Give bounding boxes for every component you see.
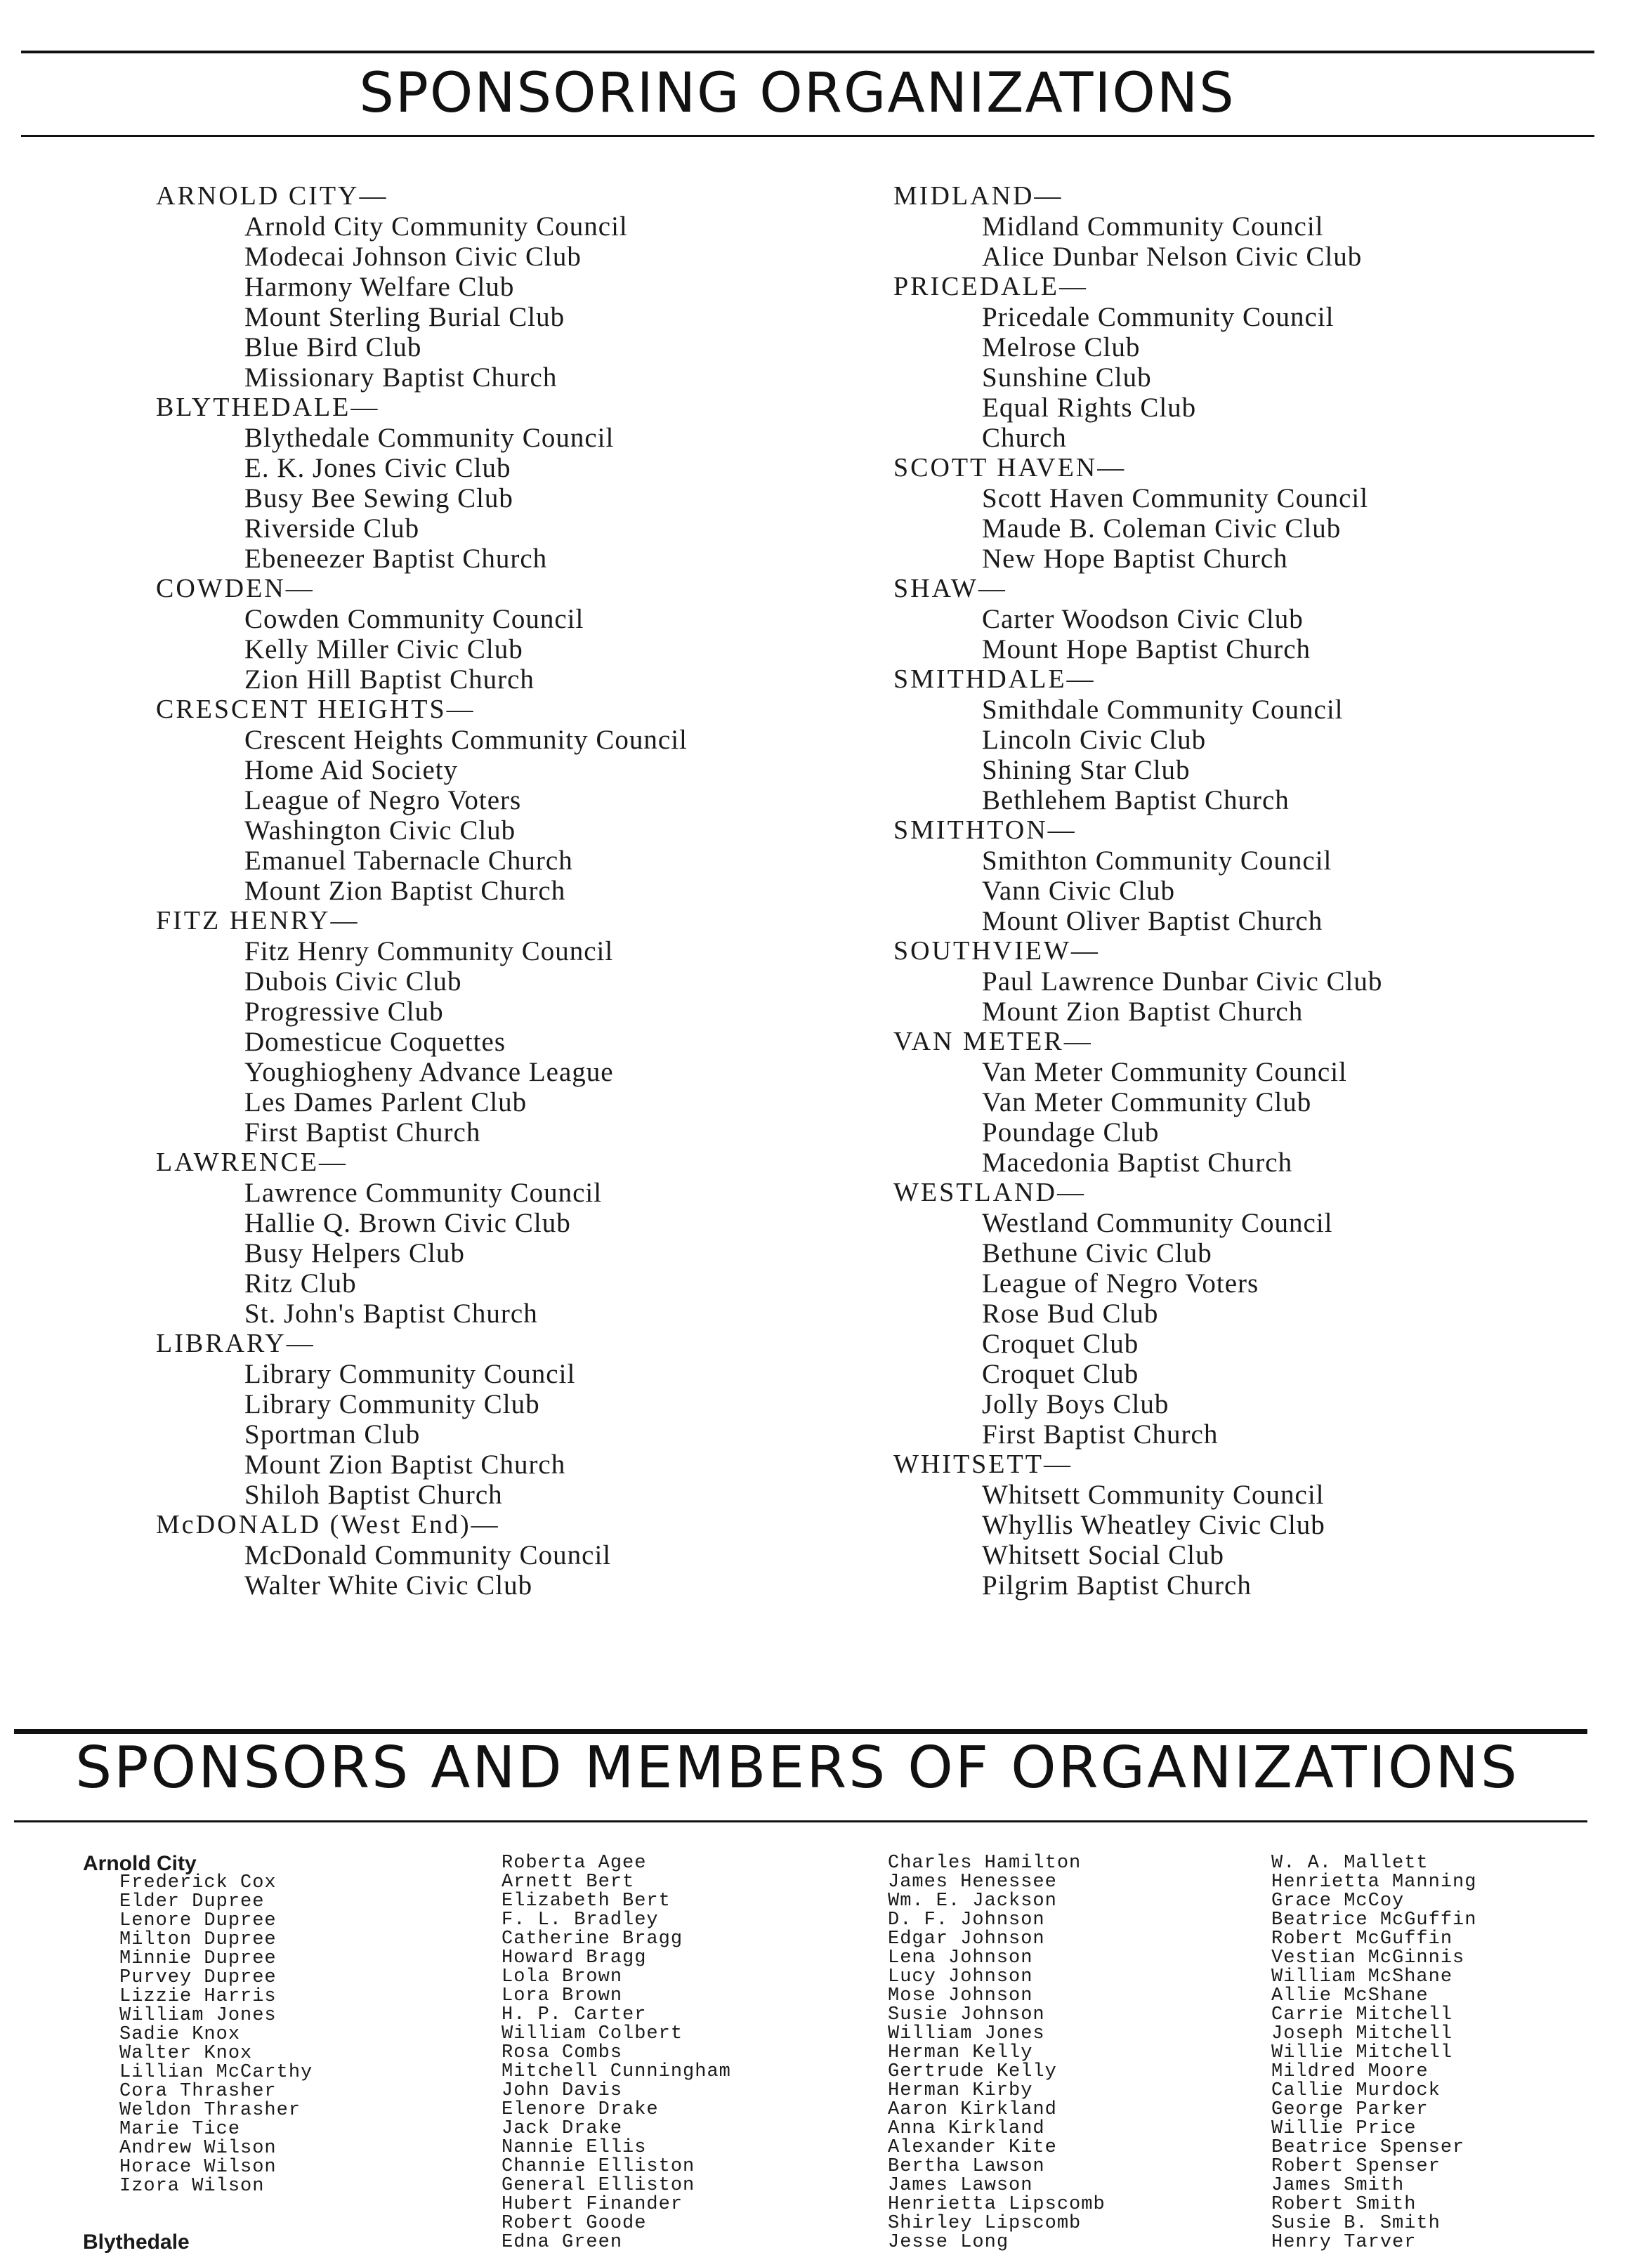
member-name: William Jones — [888, 2023, 1045, 2044]
organization-name: First Baptist Church — [982, 1419, 1219, 1450]
organization-name: Library Community Club — [244, 1389, 540, 1419]
member-name: Edgar Johnson — [888, 1928, 1045, 1950]
member-name: Izora Wilson — [119, 2176, 265, 2197]
member-name: Mildred Moore — [1271, 2061, 1429, 2082]
members-name-list — [83, 1874, 462, 2196]
town-heading: McDONALD (West End)— — [156, 1510, 500, 1539]
top-rule-upper — [21, 51, 1594, 53]
member-name: Willie Price — [1271, 2118, 1417, 2139]
organization-name: Missionary Baptist Church — [244, 362, 558, 393]
sponsoring-organizations-heading: SPONSORING ORGANIZATIONS — [359, 62, 1235, 125]
member-name: Beatrice Spenser — [1271, 2137, 1465, 2158]
organization-name: Van Meter Community Council — [982, 1057, 1347, 1087]
organization-name: Shiloh Baptist Church — [244, 1480, 503, 1510]
member-name: Lora Brown — [501, 1985, 623, 2006]
organization-name: Les Dames Parlent Club — [244, 1087, 527, 1117]
member-name: Anna Kirkland — [888, 2118, 1045, 2139]
member-name: Rosa Combs — [501, 2042, 623, 2063]
member-name: Herman Kelly — [888, 2042, 1033, 2063]
organization-name: Bethune Civic Club — [982, 1238, 1212, 1268]
town-heading: WESTLAND— — [893, 1178, 1086, 1207]
member-name: Robert Smith — [1271, 2194, 1417, 2215]
member-name: Mose Johnson — [888, 1985, 1033, 2006]
organization-name: League of Negro Voters — [982, 1268, 1259, 1299]
member-name: Henry Tarver — [1271, 2232, 1417, 2253]
organization-name: Busy Bee Sewing Club — [244, 483, 513, 513]
member-name: William Jones — [119, 2005, 277, 2026]
member-name: Channie Elliston — [501, 2156, 695, 2177]
member-name: W. A. Mallett — [1271, 1853, 1429, 1874]
organization-name: Scott Haven Community Council — [982, 483, 1369, 513]
organization-name: Pilgrim Baptist Church — [982, 1570, 1252, 1601]
organization-name: Fitz Henry Community Council — [244, 936, 614, 966]
organizations-right-column — [893, 181, 1568, 1601]
member-name: Herman Kirby — [888, 2080, 1033, 2101]
member-name: Roberta Agee — [501, 1853, 647, 1874]
member-name: Hubert Finander — [501, 2194, 683, 2215]
organization-name: Mount Zion Baptist Church — [244, 1450, 566, 1480]
organization-name: New Hope Baptist Church — [982, 544, 1288, 574]
town-heading: SHAW— — [893, 574, 1007, 603]
member-name: Mitchell Cunningham — [501, 2061, 731, 2082]
member-name: Henrietta Lipscomb — [888, 2194, 1106, 2215]
organization-name: Whitsett Social Club — [982, 1540, 1224, 1570]
organization-name: Carter Woodson Civic Club — [982, 604, 1304, 634]
organization-name: Alice Dunbar Nelson Civic Club — [982, 242, 1363, 272]
member-name: Milton Dupree — [119, 1929, 277, 1950]
organizations-left-column — [156, 181, 774, 1601]
member-name: Howard Bragg — [501, 1947, 647, 1969]
bottom-rule-lower — [14, 1820, 1587, 1822]
member-name: Elizabeth Bert — [501, 1891, 671, 1912]
member-name: Horace Wilson — [119, 2157, 277, 2178]
organization-name: Busy Helpers Club — [244, 1238, 465, 1268]
organization-name: Whitsett Community Council — [982, 1480, 1325, 1510]
members-town-label: Blythedale — [83, 2230, 190, 2254]
member-name: Cora Thrasher — [119, 2081, 277, 2102]
member-name: Bertha Lawson — [888, 2156, 1045, 2177]
member-name: Walter Knox — [119, 2043, 253, 2064]
town-heading: MIDLAND— — [893, 181, 1063, 211]
organization-name: Whyllis Wheatley Civic Club — [982, 1510, 1325, 1540]
organization-name: Lincoln Civic Club — [982, 725, 1207, 755]
member-name: Grace McCoy — [1271, 1891, 1405, 1912]
column-gap — [83, 2196, 462, 2233]
organization-name: Blue Bird Club — [244, 332, 422, 362]
organization-name: Domesticue Coquettes — [244, 1027, 506, 1057]
town-heading: SCOTT HAVEN— — [893, 453, 1127, 482]
member-name: Lillian McCarthy — [119, 2062, 313, 2083]
organization-name: Harmony Welfare Club — [244, 272, 515, 302]
member-name: Elenore Drake — [501, 2099, 659, 2120]
organization-name: Equal Rights Club — [982, 393, 1197, 423]
organization-name: Poundage Club — [982, 1117, 1160, 1148]
member-name: John Davis — [501, 2080, 623, 2101]
town-heading: VAN METER— — [893, 1027, 1093, 1056]
organization-name: Ebeneezer Baptist Church — [244, 544, 548, 574]
organization-name: Westland Community Council — [982, 1208, 1333, 1238]
town-heading: COWDEN— — [156, 574, 315, 603]
organization-name: Cowden Community Council — [244, 604, 584, 634]
town-heading: SOUTHVIEW— — [893, 936, 1100, 966]
member-name: Jesse Long — [888, 2232, 1009, 2253]
member-name: Susie B. Smith — [1271, 2213, 1441, 2234]
organization-name: McDonald Community Council — [244, 1540, 612, 1570]
member-name: Nannie Ellis — [501, 2137, 647, 2158]
organization-name: Croquet Club — [982, 1359, 1139, 1389]
organization-name: Zion Hill Baptist Church — [244, 664, 535, 695]
organization-name: Crescent Heights Community Council — [244, 725, 688, 755]
organization-name: Blythedale Community Council — [244, 423, 615, 453]
members-column-1 — [83, 1854, 462, 2252]
member-name: James Henessee — [888, 1872, 1057, 1893]
town-heading: SMITHTON— — [893, 815, 1077, 845]
organization-name: Pricedale Community Council — [982, 302, 1335, 332]
town-heading: FITZ HENRY— — [156, 906, 360, 935]
organization-name: Smithdale Community Council — [982, 695, 1344, 725]
member-name: Lola Brown — [501, 1966, 623, 1987]
member-name: Charles Hamilton — [888, 1853, 1082, 1874]
organization-name: Kelly Miller Civic Club — [244, 634, 523, 664]
member-name: William McShane — [1271, 1966, 1453, 1987]
member-name: Beatrice McGuffin — [1271, 1910, 1477, 1931]
top-rule-lower — [21, 135, 1594, 137]
organization-name: Emanuel Tabernacle Church — [244, 846, 573, 876]
organization-name: Modecai Johnson Civic Club — [244, 242, 582, 272]
member-name: Vestian McGinnis — [1271, 1947, 1465, 1969]
organization-name: Church — [982, 423, 1067, 453]
sponsors-members-heading: SPONSORS AND MEMBERS OF ORGANIZATIONS — [75, 1735, 1519, 1801]
organization-name: Maude B. Coleman Civic Club — [982, 513, 1342, 544]
member-name: Lena Johnson — [888, 1947, 1033, 1969]
organization-name: Van Meter Community Club — [982, 1087, 1312, 1117]
member-name: Arnett Bert — [501, 1872, 635, 1893]
organization-name: Midland Community Council — [982, 211, 1324, 242]
organization-name: St. John's Baptist Church — [244, 1299, 538, 1329]
member-name: Lizzie Harris — [119, 1986, 277, 2007]
town-heading: PRICEDALE— — [893, 272, 1088, 301]
member-name: Alexander Kite — [888, 2137, 1057, 2158]
member-name: F. L. Bradley — [501, 1910, 659, 1931]
organization-name: Mount Zion Baptist Church — [982, 997, 1304, 1027]
member-name: Purvey Dupree — [119, 1967, 277, 1988]
organization-name: League of Negro Voters — [244, 785, 522, 815]
organization-name: Croquet Club — [982, 1329, 1139, 1359]
organization-name: Youghiogheny Advance League — [244, 1057, 614, 1087]
organization-name: Hallie Q. Brown Civic Club — [244, 1208, 571, 1238]
organization-name: Bethlehem Baptist Church — [982, 785, 1290, 815]
members-town-label: Arnold City — [83, 1852, 197, 1875]
member-name: Robert McGuffin — [1271, 1928, 1453, 1950]
member-name: Robert Spenser — [1271, 2156, 1441, 2177]
member-name: Susie Johnson — [888, 2004, 1045, 2025]
organization-name: Lawrence Community Council — [244, 1178, 603, 1208]
town-heading: BLYTHEDALE— — [156, 393, 380, 422]
member-name: Joseph Mitchell — [1271, 2023, 1453, 2044]
member-name: Carrie Mitchell — [1271, 2004, 1453, 2025]
town-heading: SMITHDALE— — [893, 664, 1096, 694]
organization-name: First Baptist Church — [244, 1117, 481, 1148]
member-name: H. P. Carter — [501, 2004, 647, 2025]
member-name: Jack Drake — [501, 2118, 623, 2139]
member-name: Minnie Dupree — [119, 1948, 277, 1969]
member-name: Henrietta Manning — [1271, 1872, 1477, 1893]
town-heading: ARNOLD CITY— — [156, 181, 388, 211]
organization-name: Progressive Club — [244, 997, 444, 1027]
member-name: Andrew Wilson — [119, 2138, 277, 2159]
organization-name: Shining Star Club — [982, 755, 1191, 785]
member-name: Lenore Dupree — [119, 1910, 277, 1931]
members-column-2 — [501, 1854, 881, 2252]
town-heading: CRESCENT HEIGHTS— — [156, 695, 476, 724]
member-name: Willie Mitchell — [1271, 2042, 1453, 2063]
member-name: Shirley Lipscomb — [888, 2213, 1082, 2234]
organization-name: Sunshine Club — [982, 362, 1152, 393]
town-heading: LAWRENCE— — [156, 1148, 348, 1177]
organization-name: Vann Civic Club — [982, 876, 1175, 906]
organization-name: Ritz Club — [244, 1268, 357, 1299]
member-name: Callie Murdock — [1271, 2080, 1441, 2101]
member-name: James Smith — [1271, 2175, 1405, 2196]
member-name: Edna Green — [501, 2232, 623, 2253]
organization-name: Macedonia Baptist Church — [982, 1148, 1293, 1178]
member-name: Lucy Johnson — [888, 1966, 1033, 1987]
member-name: D. F. Johnson — [888, 1910, 1045, 1931]
member-name: Sadie Knox — [119, 2024, 241, 2045]
member-name: James Lawson — [888, 2175, 1033, 2196]
organization-name: Walter White Civic Club — [244, 1570, 533, 1601]
members-column-3 — [888, 1854, 1267, 2252]
organization-name: Paul Lawrence Dunbar Civic Club — [982, 966, 1383, 997]
bottom-rule-upper — [14, 1729, 1587, 1734]
member-name: Catherine Bragg — [501, 1928, 683, 1950]
member-name: Marie Tice — [119, 2119, 241, 2140]
member-name: William Colbert — [501, 2023, 683, 2044]
organization-name: Dubois Civic Club — [244, 966, 462, 997]
organization-name: Mount Oliver Baptist Church — [982, 906, 1323, 936]
organization-name: Jolly Boys Club — [982, 1389, 1169, 1419]
organization-name: Library Community Council — [244, 1359, 576, 1389]
member-name: Wm. E. Jackson — [888, 1891, 1057, 1912]
organization-name: Arnold City Community Council — [244, 211, 628, 242]
member-name: Weldon Thrasher — [119, 2100, 301, 2121]
members-column-4 — [1271, 1854, 1637, 2252]
town-heading: LIBRARY— — [156, 1329, 315, 1358]
member-name: Robert Goode — [501, 2213, 647, 2234]
organization-name: Washington Civic Club — [244, 815, 516, 846]
member-name: Gertrude Kelly — [888, 2061, 1057, 2082]
organization-name: E. K. Jones Civic Club — [244, 453, 511, 483]
organization-name: Smithton Community Council — [982, 846, 1332, 876]
member-name: Frederick Cox — [119, 1872, 277, 1893]
organization-name: Riverside Club — [244, 513, 420, 544]
member-name: Aaron Kirkland — [888, 2099, 1057, 2120]
town-heading: WHITSETT— — [893, 1450, 1073, 1479]
organization-name: Rose Bud Club — [982, 1299, 1159, 1329]
organization-name: Mount Sterling Burial Club — [244, 302, 565, 332]
member-name: Elder Dupree — [119, 1891, 265, 1912]
organization-name: Home Aid Society — [244, 755, 459, 785]
member-name: George Parker — [1271, 2099, 1429, 2120]
member-name: General Elliston — [501, 2175, 695, 2196]
organization-name: Sportman Club — [244, 1419, 421, 1450]
organization-name: Mount Zion Baptist Church — [244, 876, 566, 906]
organization-name: Mount Hope Baptist Church — [982, 634, 1311, 664]
member-name: Allie McShane — [1271, 1985, 1429, 2006]
organization-name: Melrose Club — [982, 332, 1141, 362]
